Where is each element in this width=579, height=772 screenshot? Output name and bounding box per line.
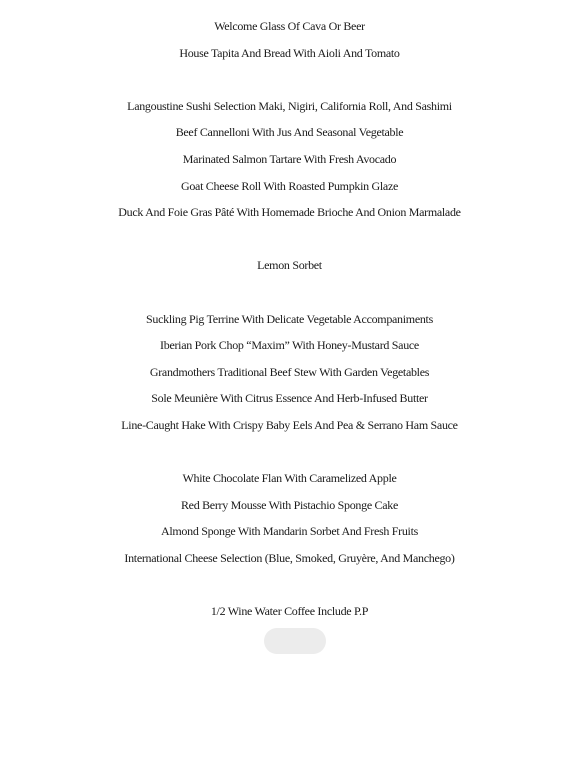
menu-item: White Chocolate Flan With Caramelized Apple <box>182 471 397 486</box>
menu-item: Goat Cheese Roll With Roasted Pumpkin Glaze <box>180 178 399 193</box>
menu-item: Almond Sponge With Mandarin Sorbet And Fresh Fruits <box>161 524 418 539</box>
menu-item: International Cheese Selection (Blue, Smoked, Gruyère, And Manchego) <box>124 550 455 565</box>
menu-item: Grandmothers Traditional Beef Stew With Garden Vegetables <box>149 364 430 379</box>
scroll-indicator[interactable] <box>264 628 326 654</box>
menu-item: Iberian Pork Chop “Maxim” With Honey-Mustard Sauce <box>160 338 419 353</box>
section-spacer <box>0 439 579 466</box>
menu-item: Marinated Salmon Tartare With Fresh Avocado <box>182 151 397 166</box>
mains-section <box>0 306 579 439</box>
menu-item: Sole Meunière With Citrus Essence And Herb-Infused Butter <box>151 391 428 406</box>
menu-item: Lemon Sorbet <box>257 258 322 273</box>
intermezzo-section <box>0 252 579 279</box>
menu-item: Beef Cannelloni With Jus And Seasonal Vegetable <box>175 125 404 140</box>
desserts-section <box>0 465 579 571</box>
starters-section <box>0 93 579 226</box>
section-spacer <box>0 279 579 306</box>
menu-item: House Tapita And Bread With Aioli And Tomato <box>179 45 400 60</box>
section-spacer <box>0 226 579 253</box>
drinks-section <box>0 598 579 625</box>
welcome-section <box>0 13 579 66</box>
section-spacer <box>0 571 579 598</box>
menu-item: Duck And Foie Gras Pâté With Homemade Brioche And Onion Marmalade <box>118 205 461 220</box>
menu-item: Red Berry Mousse With Pistachio Sponge Cake <box>180 497 399 512</box>
menu-document <box>0 13 579 625</box>
section-spacer <box>0 66 579 93</box>
menu-item: Line-Caught Hake With Crispy Baby Eels And Pea & Serrano Ham Sauce <box>121 417 458 432</box>
menu-item: 1/2 Wine Water Coffee Include P.P <box>210 604 369 619</box>
menu-item: Langoustine Sushi Selection Maki, Nigiri, California Roll, And Sashimi <box>127 98 452 113</box>
menu-item: Suckling Pig Terrine With Delicate Vegetable Accompaniments <box>146 311 433 326</box>
menu-item: Welcome Glass Of Cava Or Beer <box>214 19 365 33</box>
